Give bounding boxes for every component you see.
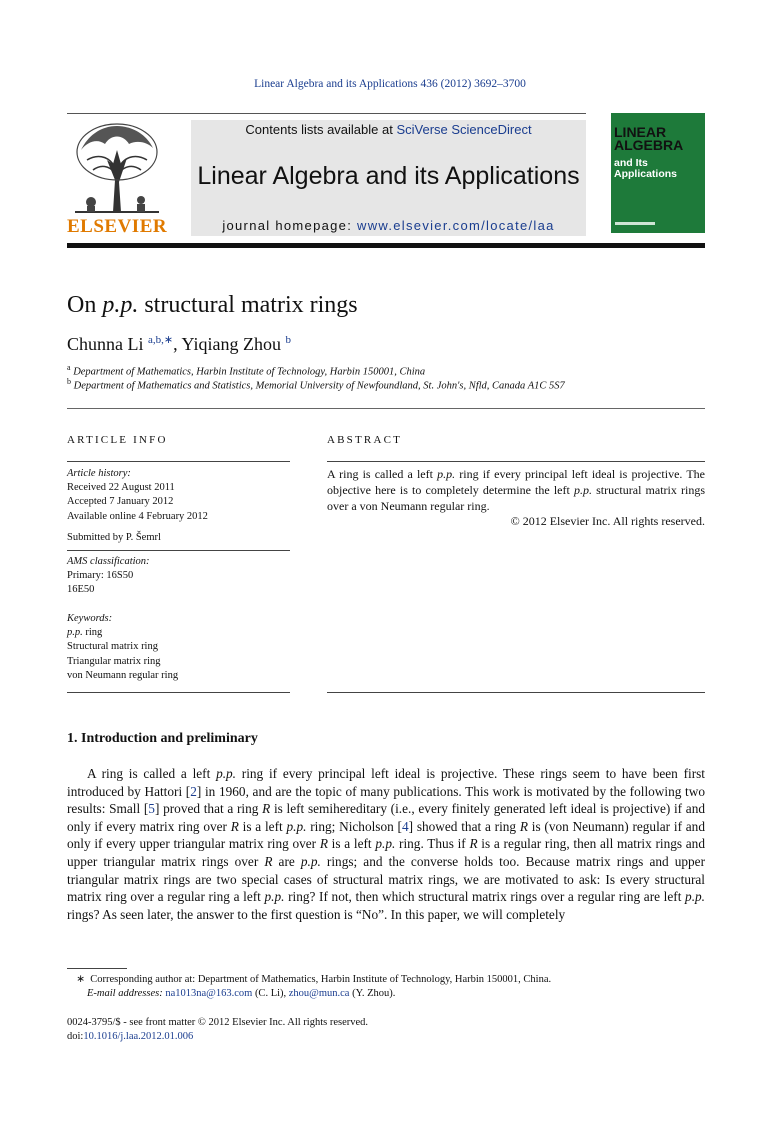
keyword: Triangular matrix ring	[67, 656, 161, 667]
contents-prefix: Contents lists available at	[245, 122, 397, 137]
footnote-rule	[67, 968, 127, 969]
copyright-notice: © 2012 Elsevier Inc. All rights reserved.	[510, 514, 705, 528]
author-li-affiliation-marks[interactable]: a,b,∗	[148, 334, 174, 346]
journal-citation[interactable]: Linear Algebra and its Applications 436 (2012) 3692–3700	[254, 78, 526, 90]
front-matter: 0024-3795/$ - see front matter © 2012 Elsevier Inc. All rights reserved.	[67, 1017, 369, 1028]
keyword	[67, 626, 102, 640]
divider	[67, 461, 290, 462]
footnote-corresponding	[67, 973, 551, 985]
accepted-date: Accepted 7 January 2012	[67, 496, 174, 507]
author-zhou-affiliation-mark[interactable]: b	[285, 334, 291, 346]
sciverse-link[interactable]: SciVerse ScienceDirect	[396, 122, 532, 137]
footnote-star: ∗	[76, 974, 85, 985]
publisher-wordmark: ELSEVIER	[67, 216, 168, 237]
divider	[327, 692, 705, 693]
body-paragraph: A ring is called a left p.p. ring if every principal left ideal is projective. These rings seem to have been first introduced by Hattori [2] in 1960, and are the topic of many publications. This work is motivated by the following two results: Small [5] proved that a ring R is left semihereditary (i.e., every finitely generated left ideal is projective) if and only if every matrix ring over R is a left p.p. ring; Nicholson [4] showed that a ring R is (von Neumann) regular if and only if every upper triangular matrix ring over R is a left p.p. ring. Thus if R is a regular ring, then all matrix rings and upper triangular matrix rings over R are p.p. rings; and the converse holds too. Because matrix rings and upper triangular matrix rings are two special cases of structural matrix rings, we are motivated to ask: Is every structural matrix ring over a regular ring a left p.p. ring? If not, then which structural matrix rings over a regular ring are left p.p. rings? As seen later, the answer to the first question is “No”. In this paper, we will completely	[67, 766, 706, 922]
divider	[67, 550, 290, 551]
keyword-italic: p.p.	[67, 627, 83, 638]
keyword: Structural matrix ring	[67, 641, 158, 652]
author-list: Chunna Li $^{a,b,∗}$, Yiqiang Zhou $^b$	[67, 334, 291, 354]
received-date: Received 22 August 2011	[67, 482, 175, 493]
affiliation-a	[67, 363, 425, 378]
homepage-link[interactable]: www.elsevier.com/locate/laa	[357, 218, 555, 233]
affiliation-a-label: a	[67, 363, 71, 372]
author-zhou[interactable]: Yiqiang Zhou	[181, 334, 281, 354]
citation-ref-2[interactable]: 2	[190, 783, 197, 799]
abstract-text	[327, 466, 705, 514]
homepage-prefix: journal homepage:	[222, 218, 358, 233]
email-link-li[interactable]: na1013na@163.com	[165, 988, 253, 999]
section-heading: 1. Introduction and preliminary	[67, 731, 258, 746]
keyword: von Neumann regular ring	[67, 670, 179, 681]
journal-name: Linear Algebra and its Applications	[197, 162, 580, 190]
citation-ref-4[interactable]: 4	[401, 818, 409, 834]
header-thick-rule	[67, 243, 705, 248]
ams-primary: Primary: 16S50	[67, 570, 134, 581]
title-prefix: On	[67, 292, 103, 318]
cover-subtitle: and Its Applications	[614, 157, 678, 180]
abstract-seg: structural matrix rings over a von Neumann regular ring.	[327, 483, 706, 513]
homepage-line	[191, 218, 586, 233]
doi-link[interactable]: 10.1016/j.laa.2012.01.006	[83, 1031, 194, 1042]
affiliation-b	[67, 377, 565, 392]
cover-title: LINEAR ALGEBRA	[614, 124, 684, 153]
abstract-italic: p.p.	[437, 467, 456, 481]
doi-label: doi:	[67, 1031, 84, 1042]
email-label: E-mail addresses:	[87, 988, 166, 999]
footnote-emails	[67, 988, 395, 999]
affiliation-b-label: b	[67, 377, 71, 386]
divider	[67, 408, 705, 409]
author-li[interactable]: Chunna Li	[67, 334, 144, 354]
header-rule	[67, 113, 586, 114]
contents-line	[191, 122, 586, 137]
abstract-heading: ABSTRACT	[327, 434, 403, 446]
online-date: Available online 4 February 2012	[67, 511, 208, 522]
cover-footer-mark	[615, 222, 655, 225]
doi-line	[67, 1031, 193, 1042]
affiliation-a-text: Department of Mathematics, Harbin Institute of Technology, Harbin 150001, China	[73, 366, 426, 378]
divider	[327, 461, 705, 462]
email-owner: (C. Li),	[252, 988, 289, 999]
abstract-seg: A ring is called a left	[327, 467, 438, 481]
abstract-italic: p.p.	[573, 483, 592, 497]
affiliation-b-text: Department of Mathematics and Statistics, Memorial University of Newfoundland, St. John's, Nfld, Canada A1C 5S7	[73, 380, 565, 392]
ams-secondary: 16E50	[67, 584, 95, 595]
title-italic: p.p.	[102, 292, 139, 318]
citation-ref-5[interactable]: 5	[148, 801, 155, 817]
article-title	[67, 292, 358, 319]
title-suffix: structural matrix rings	[138, 292, 358, 318]
submitted-by: Submitted by P. Šemrl	[67, 532, 161, 543]
keyword-rest: ring	[82, 627, 103, 638]
article-info-heading: ARTICLE INFO	[67, 434, 168, 446]
keywords-label: Keywords:	[67, 613, 113, 624]
email-link-zhou[interactable]: zhou@mun.ca	[288, 988, 350, 999]
abstract-seg: ring if every principal left ideal is projective. The objective here is to completely determine the left	[327, 467, 705, 497]
divider	[67, 692, 290, 693]
footnote-text: Corresponding author at: Department of Mathematics, Harbin Institute of Technology, Harbin 150001, China.	[90, 974, 552, 985]
ams-label: AMS classification:	[67, 556, 150, 567]
history-label: Article history:	[67, 468, 131, 479]
email-owner: (Y. Zhou).	[349, 988, 396, 999]
